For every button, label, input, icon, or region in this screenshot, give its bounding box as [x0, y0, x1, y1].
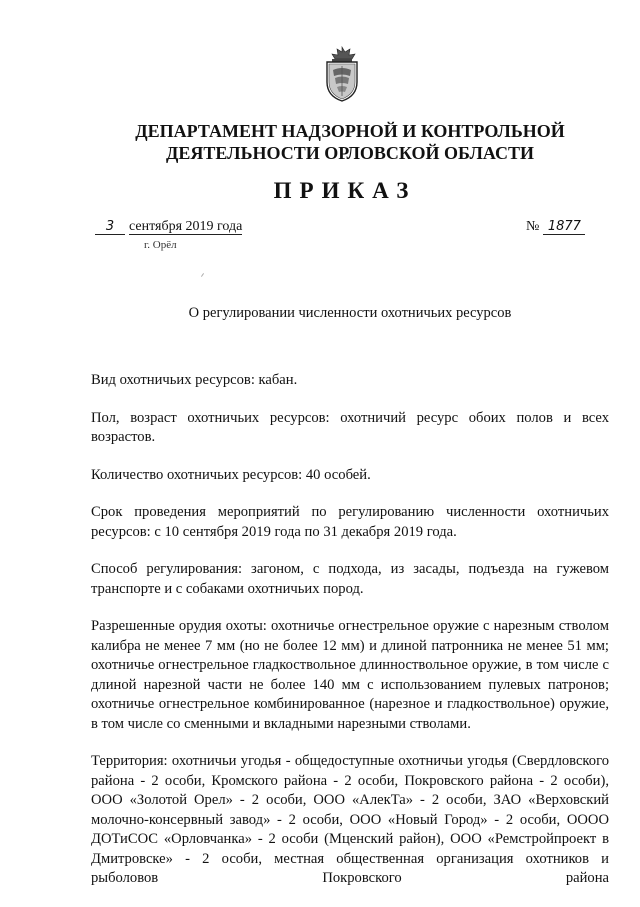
document-subject: О регулировании численности охотничьих ресурсов	[188, 305, 512, 321]
paragraph-method: Способ регулирования: загоном, с подхода, из засады, подъезда на гужевом транспорте и с собаками охотничьих пород.	[91, 561, 609, 597]
department-name	[110, 120, 590, 164]
paragraph-sex-age: Пол, возраст охотничьих ресурсов: охотничий ресурс обоих полов и всех возрастов.	[91, 409, 609, 445]
date-day-handwritten: 3	[95, 219, 125, 235]
coat-of-arms-emblem	[319, 44, 365, 104]
number-value-handwritten: 1877	[543, 219, 585, 235]
department-name-line-1: ДЕПАРТАМЕНТ НАДЗОРНОЙ И КОНТРОЛЬНОЙ	[135, 121, 565, 141]
date-month-year: сентября 2019 года	[129, 219, 243, 234]
document-body	[91, 371, 609, 907]
document-type-title: ПРИКАЗ	[273, 178, 417, 203]
department-name-line-2: ДЕЯТЕЛЬНОСТИ ОРЛОВСКОЙ ОБЛАСТИ	[166, 143, 534, 163]
paragraph-quantity: Количество охотничьих ресурсов: 40 особей.	[91, 466, 371, 483]
paragraph-period: Срок проведения мероприятий по регулированию численности охотничьих ресурсов: с 10 сентября 2019 года по 31 декабря 2019 года.	[91, 504, 609, 540]
document-city: г. Орёл	[144, 239, 177, 251]
document-date	[95, 219, 242, 235]
paragraph-weapons: Разрешенные орудия охоты: охотничье огнестрельное оружие с нарезным стволом калибра не менее 7 мм (но не более 12 мм) и длиной патронника не менее 51 мм; охотничье огнестрельное гладкоствольное длинноствольное оружие, в том числе с длиной нарезной части не более 140 мм с использованием пулевых патронов; охотничье огнестрельное комбинированное (нарезное и гладкоствольное) оружие, в том числе со сменными и вкладными нарезными стволами.	[91, 618, 609, 732]
document-number	[526, 219, 585, 235]
number-sign: №	[526, 219, 540, 234]
paragraph-territory: Территория: охотничьи угодья - общедоступные охотничьи угодья (Свердловского района - 2 особи, Кромского района - 2 особи, Покровского района - 2 особи), ООО «Золотой Орел» - 2 особи, ООО «АлекТа» - 2 особи, ЗАО «Верховский молочно-консервный завод» - 2 особи, ООО «Новый Город» - 2 особи, ОООО ДОТиСОС «Орловчанка» - 2 особи (Мценский район), ООО «Ремстройпроект в Дмитровске» - 2 особи, местная общественная организация охотников и рыболовов Покровского района	[91, 753, 609, 886]
scan-speck	[201, 273, 204, 277]
paragraph-species: Вид охотничьих ресурсов: кабан.	[91, 372, 298, 388]
